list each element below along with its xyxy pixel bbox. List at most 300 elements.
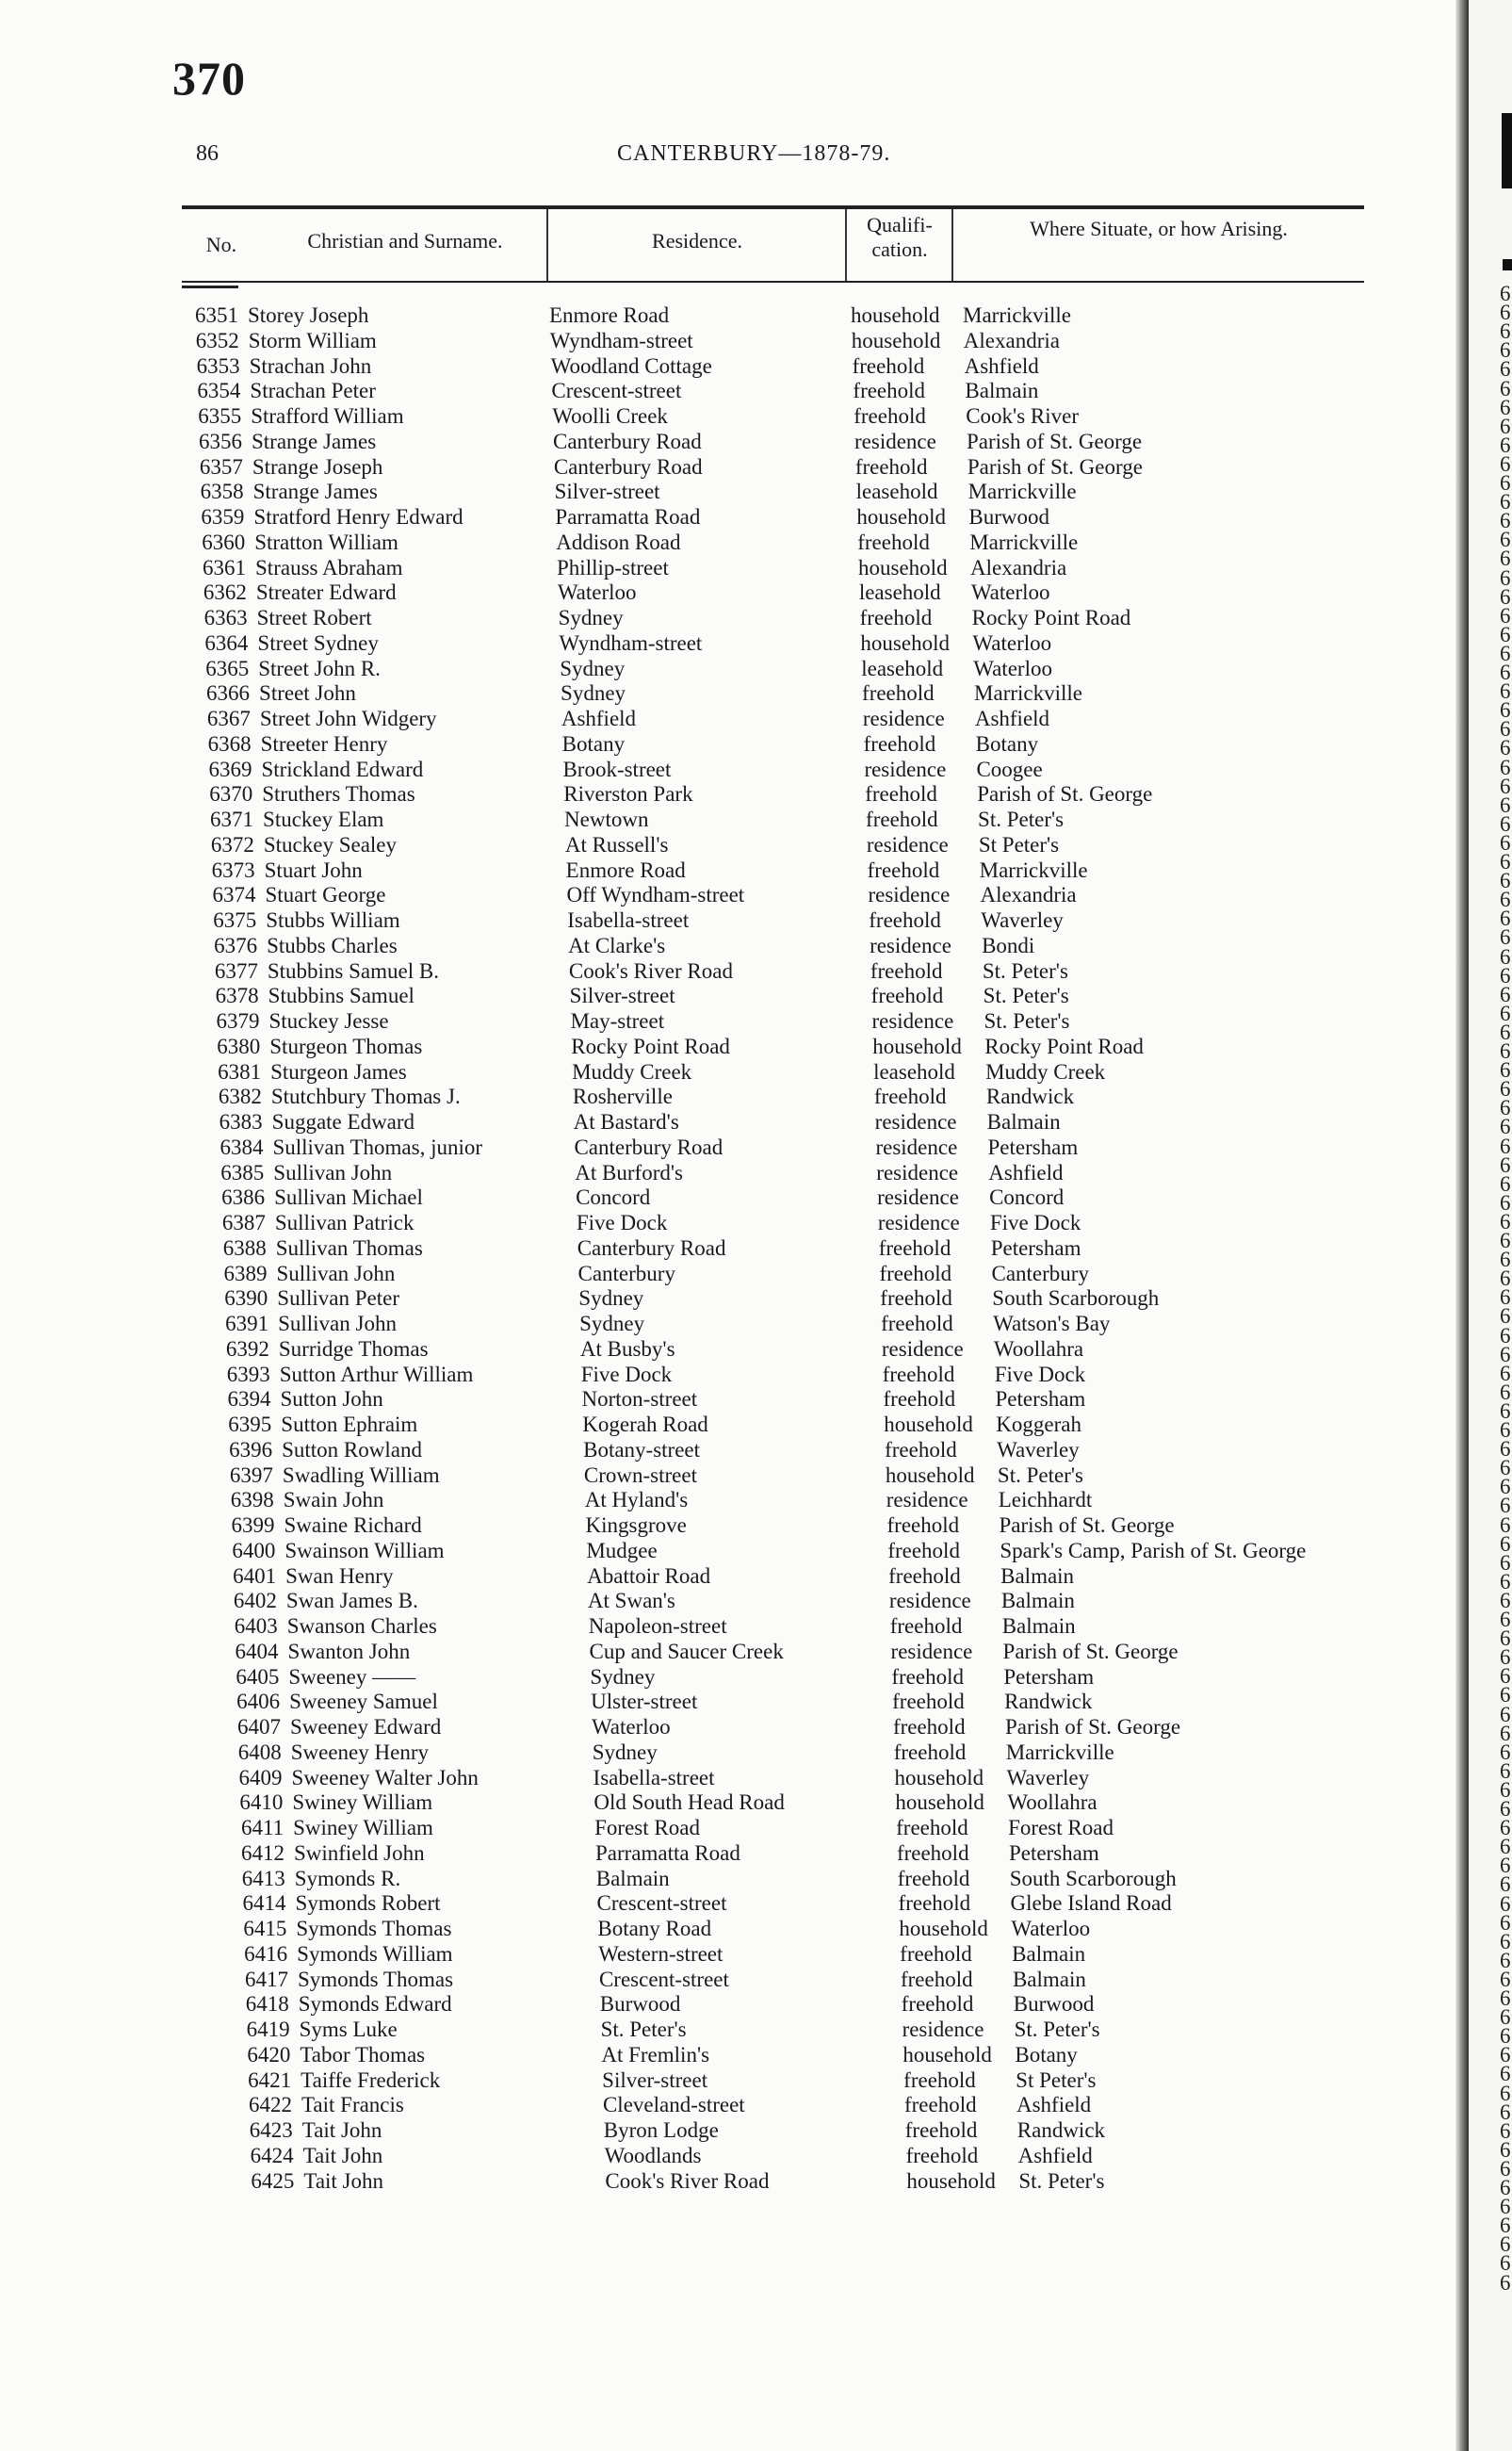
table-row <box>0 1136 1455 1160</box>
entry-number: 6394 <box>227 1387 271 1412</box>
entry-situate: Woollahra <box>1007 1790 1097 1815</box>
entry-qualification: freehold <box>866 808 938 831</box>
facing-page-mark <box>1503 259 1512 270</box>
column-divider <box>546 209 548 281</box>
facing-page-digit: 6 <box>1500 603 1511 628</box>
entry-qualification: freehold <box>870 984 944 1008</box>
entry-number: 6362 <box>203 580 247 605</box>
entry-situate: Balmain <box>1000 1563 1075 1588</box>
entry-number: 6365 <box>205 656 250 680</box>
entry-situate: Forest Road <box>1008 1816 1114 1839</box>
entry-number: 6360 <box>202 530 246 554</box>
entry-name: Swiney William <box>293 1816 433 1839</box>
entry-qualification: residence <box>870 933 951 957</box>
entry-number: 6403 <box>234 1614 278 1638</box>
facing-page-digit: 6 <box>1500 451 1511 476</box>
entry-qualification: household <box>856 505 946 529</box>
entry-situate: Glebe Island Road <box>1010 1891 1172 1916</box>
table-row <box>0 858 1455 883</box>
entry-name: Stratford Henry Edward <box>253 505 463 529</box>
facing-page-digit: 6 <box>1500 2005 1511 2030</box>
entry-qualification: residence <box>888 1589 971 1613</box>
entry-number: 6361 <box>203 555 247 580</box>
facing-page-digit: 6 <box>1500 1967 1511 1991</box>
table-row <box>0 580 1455 605</box>
entry-number: 6384 <box>219 1135 264 1159</box>
entry-situate: Botany <box>975 731 1039 756</box>
facing-page-digit: 6 <box>1500 1835 1511 1859</box>
entry-qualification: freehold <box>903 2093 977 2117</box>
entry-residence: Isabella-street <box>593 1765 715 1789</box>
entry-number: 6390 <box>224 1286 268 1311</box>
facing-page-digit: 6 <box>1500 1266 1511 1291</box>
entry-qualification: freehold <box>898 1891 971 1916</box>
table-row <box>0 1161 1455 1185</box>
entry-qualification: residence <box>876 1160 959 1185</box>
entry-residence: Phillip-street <box>557 555 669 580</box>
entry-residence: Enmore Road <box>565 858 686 882</box>
table-row <box>0 2093 1455 2117</box>
entry-name: Stubbs Charles <box>267 933 398 957</box>
facing-page-digit: 6 <box>1500 830 1511 855</box>
page-number: 370 <box>172 52 246 105</box>
facing-page-digit: 6 <box>1500 1437 1511 1462</box>
facing-page-digit: 6 <box>1500 850 1511 874</box>
entry-qualification: residence <box>862 707 945 730</box>
entry-residence: Riverston Park <box>563 782 693 807</box>
entry-name: Sweeney Samuel <box>289 1690 438 1714</box>
entry-number: 6378 <box>215 984 259 1008</box>
entry-name: Symonds William <box>297 1941 453 1966</box>
entry-situate: South Scarborough <box>992 1286 1160 1311</box>
table-row <box>0 1841 1455 1866</box>
entry-residence: Woodland Cottage <box>550 353 712 378</box>
table-row <box>0 354 1455 379</box>
facing-page-digit: 6 <box>1500 1569 1511 1593</box>
entry-number: 6352 <box>195 328 239 352</box>
table-row <box>0 1867 1455 1891</box>
entry-number: 6411 <box>240 1816 285 1839</box>
table-row <box>0 1035 1455 1059</box>
table-row <box>0 303 1455 328</box>
entry-residence: Botany-street <box>583 1437 701 1462</box>
qualification-line-1: Qualifi- <box>867 213 933 237</box>
entry-qualification: leasehold <box>873 1059 955 1084</box>
entry-name: Sutton Ephraim <box>281 1413 418 1436</box>
entry-name: Stratton William <box>254 530 398 554</box>
facing-page-digit: 6 <box>1500 1494 1511 1518</box>
facing-page-digit: 6 <box>1500 1626 1511 1651</box>
entry-number: 6358 <box>200 480 244 504</box>
facing-page-digit: 6 <box>1500 2081 1511 2105</box>
entry-qualification: freehold <box>859 606 933 629</box>
facing-page-digit: 6 <box>1500 661 1511 684</box>
entry-situate: St. Peter's <box>982 958 1068 983</box>
entry-residence: Burwood <box>599 1992 681 2017</box>
facing-page-digit: 6 <box>1500 490 1511 515</box>
entry-situate: Ashfield <box>964 353 1039 378</box>
table-row <box>0 732 1455 757</box>
entry-residence: Canterbury Road <box>553 454 703 479</box>
entry-name: Swan Henry <box>285 1563 394 1588</box>
facing-page-digit: 6 <box>1500 1190 1511 1215</box>
entry-number: 6366 <box>206 681 251 706</box>
entry-qualification: freehold <box>854 454 928 479</box>
entry-number: 6423 <box>249 2118 293 2142</box>
qualification-line-2: cation. <box>871 237 928 261</box>
facing-page-digit: 6 <box>1500 2062 1511 2086</box>
entry-residence: Cook's River Road <box>605 2168 770 2193</box>
entry-residence: Muddy Creek <box>572 1059 692 1084</box>
table-row <box>0 1690 1455 1714</box>
entry-residence: Ashfield <box>561 707 637 730</box>
entry-qualification: leasehold <box>861 656 944 680</box>
facing-page-digit: 6 <box>1500 1816 1511 1840</box>
entry-name: Swain John <box>283 1488 384 1512</box>
entry-residence: Sydney <box>590 1664 656 1689</box>
facing-page-digit: 6 <box>1500 1361 1511 1385</box>
table-row <box>0 1413 1455 1437</box>
facing-page-digit: 6 <box>1500 1797 1511 1821</box>
entry-residence: Five Dock <box>576 1211 668 1234</box>
entry-qualification: freehold <box>897 1866 970 1890</box>
entry-number: 6364 <box>204 630 249 655</box>
table-row <box>0 1363 1455 1387</box>
entry-number: 6413 <box>241 1866 285 1890</box>
entry-residence: Byron Lodge <box>603 2118 719 2142</box>
facing-page-digit: 6 <box>1500 1304 1511 1329</box>
facing-page-digit: 6 <box>1500 433 1511 457</box>
entry-qualification: freehold <box>857 530 930 554</box>
entry-situate: Canterbury <box>991 1261 1089 1285</box>
entry-name: Sweeney —— <box>288 1664 416 1689</box>
entry-number: 6424 <box>250 2143 294 2167</box>
entry-name: Sullivan Thomas <box>275 1235 423 1260</box>
entry-situate: Petersham <box>987 1135 1079 1159</box>
entry-situate: Randwick <box>1004 1690 1093 1714</box>
entry-situate: Concord <box>989 1185 1065 1210</box>
entry-situate: Woollahra <box>993 1336 1084 1361</box>
entry-residence: Forest Road <box>594 1816 700 1839</box>
entry-name: Streeter Henry <box>260 731 388 756</box>
facing-page-digit: 6 <box>1500 1229 1511 1252</box>
entry-qualification: freehold <box>879 1261 952 1285</box>
entry-residence: Norton-street <box>581 1387 698 1412</box>
table-row <box>0 2068 1455 2093</box>
facing-page-digit: 6 <box>1500 944 1511 969</box>
entry-residence: Five Dock <box>580 1362 673 1386</box>
entry-situate: Randwick <box>1016 2118 1106 2142</box>
entry-situate: Leichhardt <box>998 1488 1093 1512</box>
entry-residence: Balmain <box>595 1866 670 1890</box>
entry-residence: Botany <box>561 731 626 756</box>
facing-page-digit: 6 <box>1500 1115 1511 1139</box>
entry-residence: Crescent-street <box>596 1891 727 1916</box>
entry-name: Sturgeon James <box>270 1059 407 1084</box>
entry-number: 6416 <box>244 1941 288 1966</box>
facing-page-digit: 6 <box>1500 641 1511 665</box>
entry-qualification: freehold <box>853 379 926 403</box>
facing-page-digit: 6 <box>1500 907 1511 931</box>
entry-name: Street Robert <box>256 606 372 629</box>
entry-number: 6393 <box>226 1362 270 1386</box>
entry-qualification: freehold <box>869 908 941 932</box>
entry-residence: Rocky Point Road <box>571 1034 730 1058</box>
column-header-qualification <box>848 213 951 262</box>
entry-number: 6353 <box>196 353 240 378</box>
entry-residence: Napoleon-street <box>588 1614 727 1638</box>
entry-residence: Parramatta Road <box>594 1840 740 1865</box>
facing-page-digit: 6 <box>1500 1986 1511 2010</box>
facing-page-digit: 6 <box>1500 1777 1511 1802</box>
table-row <box>0 1337 1455 1362</box>
entry-qualification: leasehold <box>858 580 941 605</box>
entry-situate: Marrickville <box>974 681 1082 706</box>
entry-number: 6418 <box>245 1992 289 2017</box>
entry-name: Tait John <box>301 2118 382 2142</box>
table-row <box>0 556 1455 580</box>
running-title: CANTERBURY—1878-79. <box>617 141 891 166</box>
facing-page-digit: 6 <box>1500 1475 1511 1499</box>
entry-number: 6357 <box>199 454 243 479</box>
entry-residence: Sydney <box>579 1312 645 1335</box>
entry-number: 6420 <box>247 2042 291 2067</box>
entry-qualification: freehold <box>887 1538 960 1562</box>
table-row <box>0 1262 1455 1286</box>
entry-number: 6367 <box>206 707 251 730</box>
entry-situate: St. Peter's <box>997 1462 1083 1487</box>
entry-situate: St. Peter's <box>978 808 1065 831</box>
entry-qualification: residence <box>902 2018 984 2041</box>
entry-residence: Ulster-street <box>591 1690 698 1714</box>
entry-number: 6371 <box>210 808 254 831</box>
facing-page-digit: 6 <box>1500 2195 1511 2219</box>
entry-qualification: freehold <box>867 858 940 882</box>
facing-page-digit: 6 <box>1500 1171 1511 1196</box>
entry-number: 6373 <box>211 858 255 882</box>
entry-qualification: residence <box>890 1639 973 1663</box>
entry-qualification: freehold <box>880 1286 952 1311</box>
facing-page-digit: 6 <box>1500 319 1511 344</box>
entry-residence: Sydney <box>592 1740 658 1764</box>
entry-residence: Waterloo <box>557 580 637 605</box>
entry-name: Symonds Thomas <box>296 1917 452 1940</box>
entry-qualification: household <box>899 1917 988 1940</box>
entry-qualification: household <box>858 555 948 580</box>
entry-name: Surridge Thomas <box>278 1336 429 1361</box>
facing-page-digit: 6 <box>1500 774 1511 798</box>
entry-situate: Botany <box>1015 2042 1078 2067</box>
entry-number: 6382 <box>218 1085 262 1109</box>
entry-residence: Crown-street <box>583 1462 697 1487</box>
entry-situate: Alexandria <box>963 328 1060 352</box>
table-row <box>0 1891 1455 1916</box>
table-row <box>0 1614 1455 1639</box>
entry-name: Syms Luke <box>299 2018 398 2041</box>
table-row <box>0 959 1455 984</box>
facing-page-digit: 6 <box>1500 2024 1511 2049</box>
entry-number: 6422 <box>248 2093 292 2117</box>
entry-number: 6402 <box>233 1589 277 1613</box>
entry-number: 6377 <box>214 958 258 983</box>
entry-number: 6363 <box>203 606 248 629</box>
entry-number: 6392 <box>225 1336 269 1361</box>
facing-page-digit: 6 <box>1500 2137 1511 2162</box>
facing-page-digit: 6 <box>1500 1512 1511 1537</box>
entry-situate: Waverley <box>1006 1765 1090 1789</box>
entry-qualification: household <box>895 1790 984 1815</box>
entry-residence: Wyndham-street <box>549 328 693 352</box>
entry-situate: Marrickville <box>963 303 1071 327</box>
table-row <box>0 1942 1455 1967</box>
table-row <box>0 1438 1455 1462</box>
entry-qualification: household <box>906 2168 996 2193</box>
column-divider <box>951 209 953 281</box>
entry-name: Swan James B. <box>285 1589 418 1613</box>
entry-situate: Waterloo <box>973 656 1052 680</box>
table-row <box>0 2169 1455 2194</box>
table-row <box>0 2043 1455 2067</box>
entry-residence: Brook-street <box>562 757 672 781</box>
facing-page-digit: 6 <box>1500 792 1511 817</box>
entry-residence: Parramatta Road <box>555 505 701 529</box>
entry-name: Stuart George <box>265 883 386 907</box>
facing-page-digit: 6 <box>1500 584 1511 609</box>
entry-number: 6406 <box>236 1690 281 1714</box>
entry-qualification: freehold <box>882 1362 955 1386</box>
entry-residence: At Burford's <box>575 1160 683 1185</box>
entry-residence: Kingsgrove <box>585 1513 687 1537</box>
entry-name: Sutton Rowland <box>282 1437 422 1462</box>
entry-residence: Woodlands <box>604 2143 702 2167</box>
sub-page-number: 86 <box>196 141 219 166</box>
entry-number: 6399 <box>231 1513 275 1537</box>
entry-name: Symonds Thomas <box>297 1967 454 1991</box>
facing-page <box>1469 0 1512 2451</box>
entry-name: Strachan Peter <box>250 379 376 403</box>
entry-qualification: freehold <box>881 1312 953 1335</box>
table-row <box>0 1110 1455 1135</box>
entry-situate: St Peter's <box>978 832 1060 857</box>
facing-page-digit: 6 <box>1500 1891 1511 1916</box>
entry-qualification: freehold <box>883 1387 956 1412</box>
entry-residence: At Busby's <box>579 1336 675 1361</box>
facing-page-mark <box>1502 113 1512 188</box>
facing-page-digit: 6 <box>1500 1134 1511 1158</box>
table-row <box>0 883 1455 907</box>
entry-name: Swaine Richard <box>284 1513 422 1537</box>
entry-situate: Waverley <box>997 1437 1080 1462</box>
table-row <box>0 1740 1455 1765</box>
entry-name: Storm William <box>248 328 377 352</box>
entry-name: Taiffe Frederick <box>301 2067 441 2092</box>
facing-page-digit: 6 <box>1500 1740 1511 1764</box>
entry-residence: Botany Road <box>597 1917 712 1940</box>
entry-residence: Canterbury <box>577 1261 675 1285</box>
entry-qualification: household <box>894 1765 984 1789</box>
facing-page-digit: 6 <box>1500 869 1511 893</box>
entry-name: Strachan John <box>249 353 372 378</box>
entry-situate: South Scarborough <box>1009 1866 1177 1890</box>
table-row <box>0 455 1455 480</box>
entry-name: Sullivan John <box>273 1160 393 1185</box>
entry-number: 6374 <box>212 883 256 907</box>
entry-situate: St. Peter's <box>983 984 1069 1008</box>
entry-situate: Balmain <box>1000 1589 1075 1613</box>
facing-page-digit: 6 <box>1500 1645 1511 1670</box>
facing-page-digit: 6 <box>1500 1588 1511 1612</box>
table-row <box>0 984 1455 1008</box>
entry-name: Stuckey Sealey <box>263 832 397 857</box>
entry-qualification: residence <box>854 429 936 453</box>
entry-situate: Rocky Point Road <box>971 606 1131 629</box>
entry-qualification: freehold <box>873 1085 947 1109</box>
entry-name: Strange Joseph <box>252 454 383 479</box>
entry-qualification: freehold <box>854 404 926 428</box>
facing-page-digit: 6 <box>1500 509 1511 533</box>
table-row <box>0 606 1455 630</box>
entry-situate: Balmain <box>1012 1941 1086 1966</box>
facing-page-digit: 6 <box>1500 301 1511 325</box>
entry-name: Sweeney Henry <box>290 1740 429 1764</box>
entry-number: 6388 <box>222 1235 267 1260</box>
facing-page-digit: 6 <box>1500 1001 1511 1025</box>
entry-name: Streater Edward <box>255 580 397 605</box>
entry-name: Street John <box>259 681 356 706</box>
entry-qualification: residence <box>871 1009 954 1033</box>
entry-name: Storey Joseph <box>248 303 369 327</box>
entry-situate: Rocky Point Road <box>984 1034 1144 1058</box>
entry-name: Sullivan John <box>276 1261 396 1285</box>
entry-number: 6383 <box>219 1110 263 1134</box>
facing-page-digit: 6 <box>1500 2232 1511 2257</box>
entry-situate: Parish of St. George <box>1002 1639 1179 1663</box>
entry-situate: Ashfield <box>1017 2143 1093 2167</box>
header-rule-top <box>182 205 1364 209</box>
facing-page-digit: 6 <box>1500 888 1511 912</box>
facing-page-digit: 6 <box>1500 282 1511 305</box>
entry-residence: Addison Road <box>556 530 681 554</box>
table-row <box>0 1236 1455 1261</box>
entry-residence: Abattoir Road <box>587 1563 711 1588</box>
entry-residence: Canterbury Road <box>577 1235 726 1260</box>
facing-page-digit: 6 <box>1500 1910 1511 1935</box>
entry-qualification: freehold <box>896 1816 968 1839</box>
book-gutter <box>1455 0 1469 2451</box>
entry-situate: Alexandria <box>970 555 1067 580</box>
entry-name: Strauss Abraham <box>255 555 403 580</box>
facing-page-digit: 6 <box>1500 1456 1511 1480</box>
entry-name: Swinfield John <box>293 1840 425 1865</box>
entry-qualification: freehold <box>896 1840 969 1865</box>
entry-name: Sullivan Michael <box>274 1185 423 1210</box>
entry-number: 6354 <box>197 379 241 403</box>
entry-situate: Parish of St. George <box>999 1513 1175 1537</box>
entry-number: 6410 <box>239 1790 284 1815</box>
facing-page-digit: 6 <box>1500 338 1511 363</box>
table-row <box>0 430 1455 454</box>
entry-situate: Five Dock <box>994 1362 1086 1386</box>
entry-situate: Waverley <box>981 908 1064 932</box>
entry-situate: St Peter's <box>1016 2067 1097 2092</box>
facing-page-digit: 6 <box>1500 395 1511 419</box>
table-row <box>0 1816 1455 1840</box>
table-row <box>0 1312 1455 1336</box>
facing-page-digit: 6 <box>1500 1683 1511 1708</box>
column-divider <box>845 209 847 281</box>
entry-situate: Parish of St. George <box>1004 1715 1181 1739</box>
entry-name: Street John R. <box>258 656 381 680</box>
